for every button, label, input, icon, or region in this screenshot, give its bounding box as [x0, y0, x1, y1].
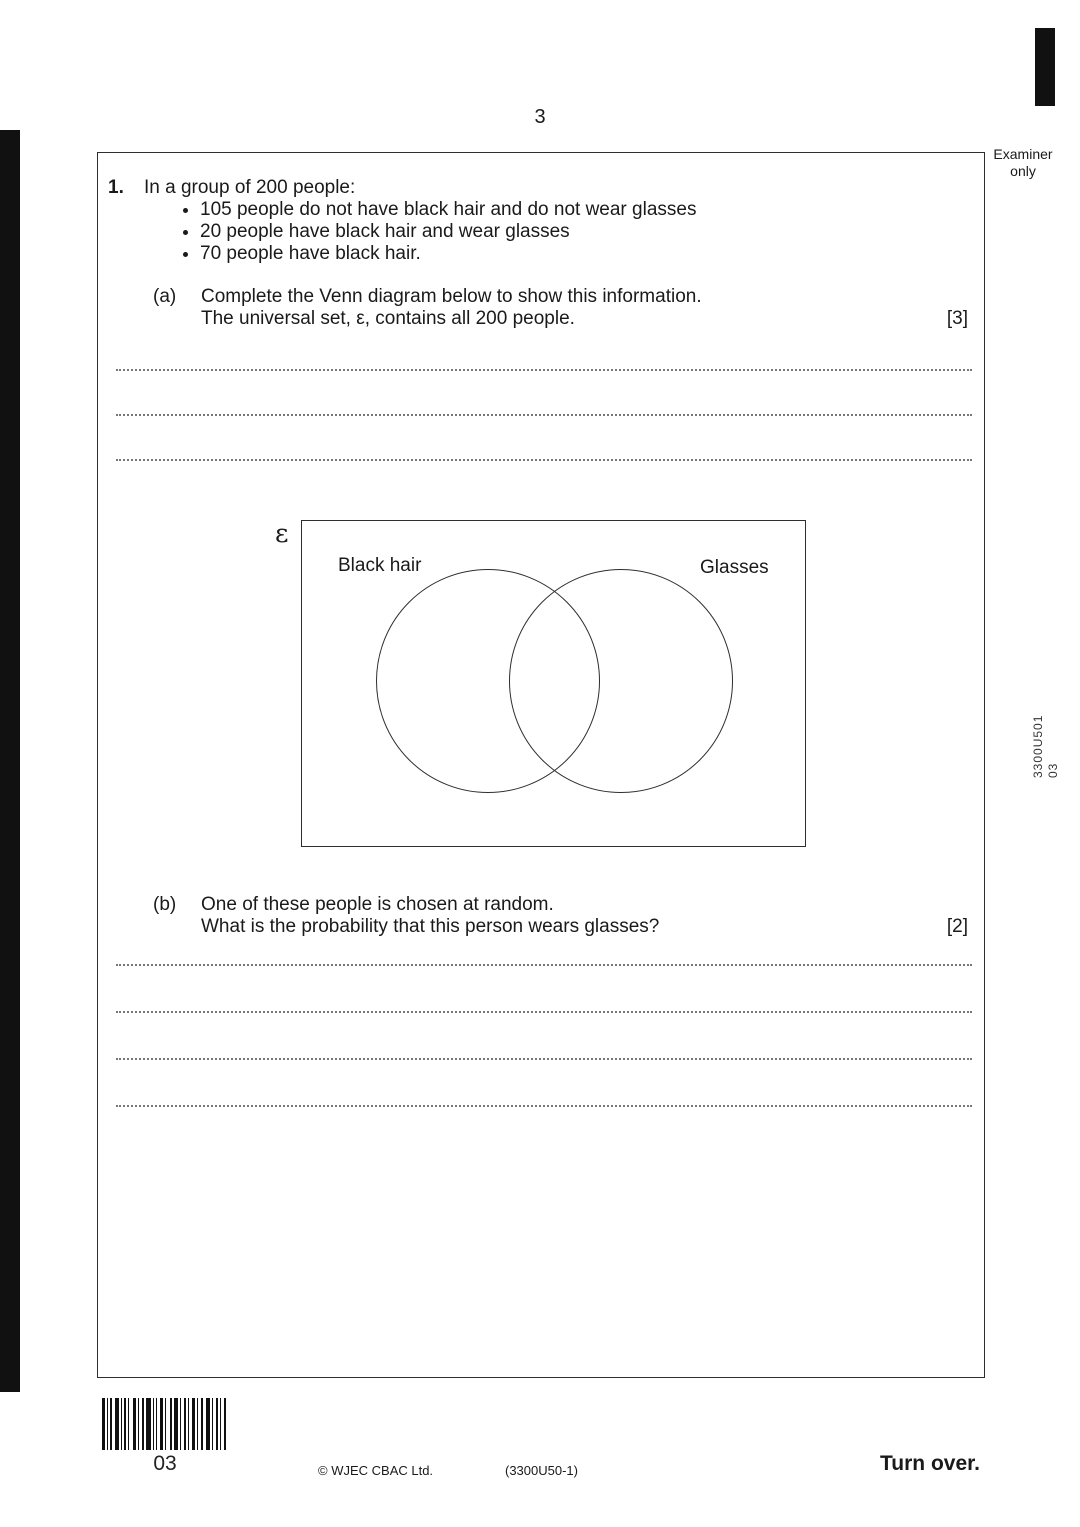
side-paper-code-line2: 03 [1046, 762, 1060, 778]
venn-left-circle-label: Black hair [338, 555, 422, 576]
bullet-item: • 105 people do not have black hair and do not wear glasses [200, 199, 696, 221]
answer-line [116, 964, 972, 966]
part-a-text-line2: The universal set, ε, contains all 200 people. [201, 308, 575, 329]
bullet-item: • 20 people have black hair and wear glasses [200, 221, 696, 243]
barcode-number: 03 [153, 1452, 177, 1475]
examiner-only-label [986, 146, 1060, 180]
examiner-only-line1: Examiner [993, 146, 1053, 162]
part-b-text [201, 894, 659, 938]
side-paper-code-line1: 3300U501 [1031, 714, 1045, 778]
part-b-marks: [2] [946, 916, 968, 937]
left-edge-binding-bar [0, 130, 20, 1392]
part-b-text-line1: One of these people is chosen at random. [201, 894, 554, 915]
part-b-text-line2: What is the probability that this person wears glasses? [201, 916, 660, 937]
part-a-text-line1: Complete the Venn diagram below to show this information. [201, 286, 702, 307]
question-bullet-list [176, 199, 696, 265]
page-number: 3 [534, 106, 546, 128]
venn-right-circle [509, 569, 733, 793]
part-a-label: (a) [153, 286, 177, 307]
venn-diagram [275, 519, 806, 847]
answer-line [116, 459, 972, 461]
answer-line [116, 369, 972, 371]
turn-over-label: Turn over. [880, 1452, 980, 1475]
bullet-item: • 70 people have black hair. [200, 243, 696, 265]
side-paper-code [1031, 668, 1065, 778]
top-right-binding-bar [1035, 28, 1055, 106]
venn-right-circle-label: Glasses [700, 557, 769, 578]
universal-set-symbol: ε [275, 519, 289, 549]
part-a-text [201, 286, 702, 330]
footer-paper-code: (3300U50-1) [505, 1463, 578, 1478]
answer-line [116, 414, 972, 416]
answer-line [116, 1058, 972, 1060]
question-number: 1. [108, 177, 124, 198]
part-a-marks: [3] [946, 308, 968, 329]
question-box [97, 152, 985, 1378]
barcode [100, 1398, 230, 1452]
footer-copyright: © WJEC CBAC Ltd. [318, 1463, 434, 1478]
examiner-only-line2: only [1010, 163, 1036, 179]
question-intro: In a group of 200 people: [144, 177, 356, 198]
part-b-label: (b) [153, 894, 177, 915]
answer-line [116, 1011, 972, 1013]
answer-line [116, 1105, 972, 1107]
